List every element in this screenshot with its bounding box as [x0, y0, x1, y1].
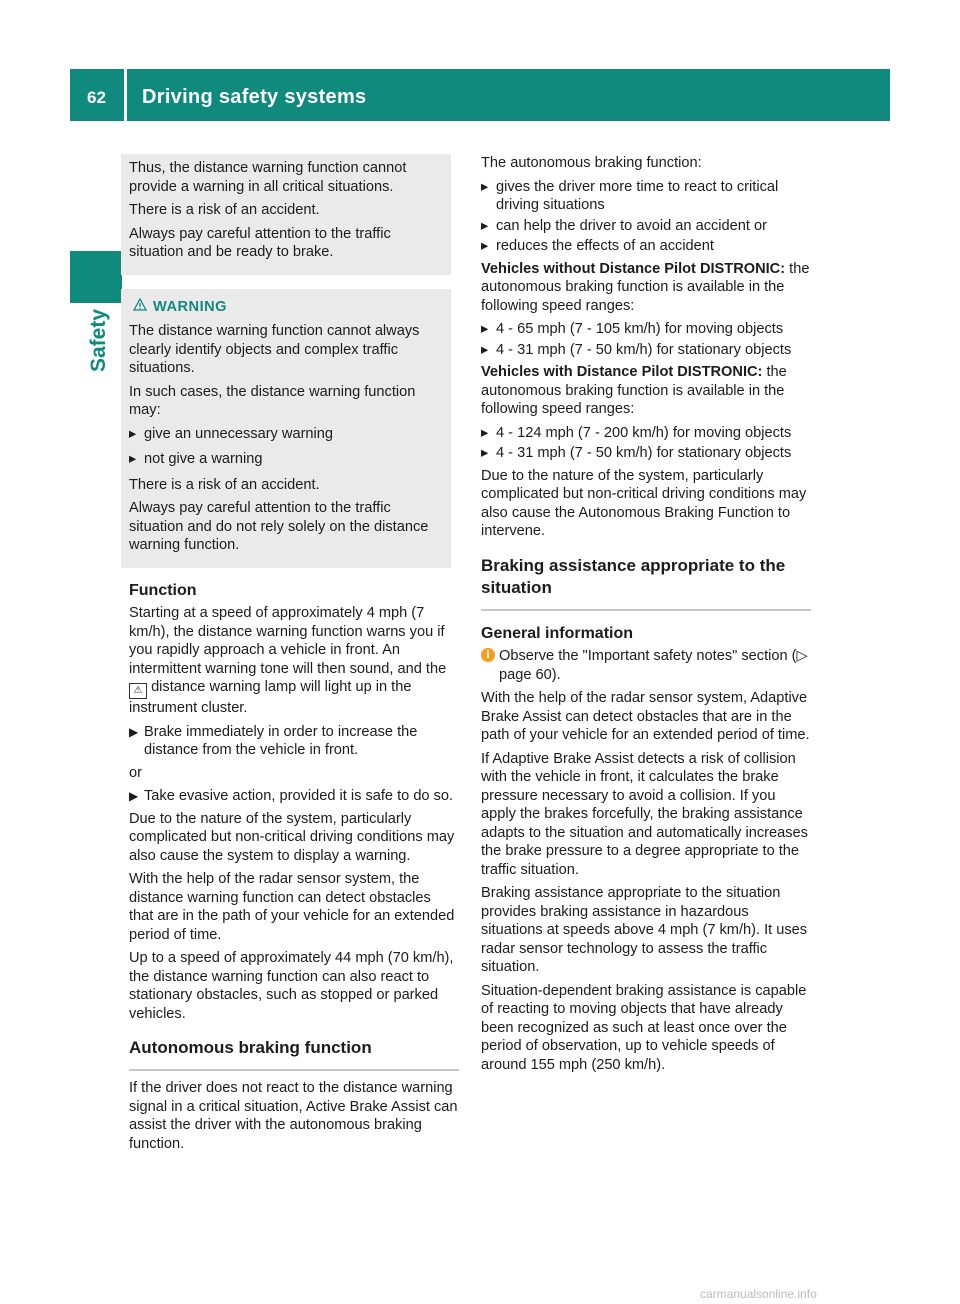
speed-range-intro: Vehicles with Distance Pilot DISTRONIC: the autonomous braking function is available in the following speed ranges: — [481, 364, 787, 417]
warning-box — [121, 289, 451, 568]
list-item: ▸ 4 - 124 mph (7 - 200 km/h) for moving objects — [481, 424, 792, 441]
speed-range-list — [481, 320, 811, 359]
instruction-step: ▶ Take evasive action, provided it is safe to do so. — [129, 788, 454, 804]
warning-list — [129, 425, 443, 469]
list-item: ▸ gives the driver more time to react to critical driving situations — [481, 178, 779, 213]
instruction-step: ▶ Brake immediately in order to increase the distance from the vehicle in front. — [129, 723, 418, 758]
function-paragraph: Starting at a speed of approximately 4 mph (7 km/h), the distance warning function warns you if you rapidly approach a vehicle in front. An intermittent warning tone will then sound, and the ⚠ distance warning lamp will light up in the instrument cluster. — [129, 605, 447, 716]
autonomous-braking-heading: Autonomous braking function — [129, 1037, 459, 1071]
body-paragraph: Braking assistance appropriate to the situation provides braking assistance in hazardous situations at speeds above 4 mph (7 km/h). It uses radar sensor technology to assess the traffic situation. — [481, 885, 808, 975]
warning-heading — [129, 298, 443, 317]
info-text: Observe the "Important safety notes" section (▷ page 60). — [499, 648, 808, 683]
body-paragraph: Due to the nature of the system, particularly complicated but non-critical driving conditions may also cause the Autonomous Braking Function to intervene. — [481, 467, 807, 539]
list-item: ▸ 4 - 31 mph (7 - 50 km/h) for stationary objects — [481, 445, 792, 461]
function-heading: Function — [129, 581, 197, 599]
section-label-text: Safety — [87, 308, 110, 372]
caution-text: There is a risk of an accident. — [129, 202, 320, 218]
benefit-list — [481, 178, 811, 256]
page-title: Driving safety systems — [142, 86, 367, 108]
page-number: 62 — [87, 88, 106, 107]
speed-range-list — [481, 424, 811, 463]
list-item: ▸ can help the driver to avoid an accident or — [481, 217, 767, 234]
body-paragraph: Situation-dependent braking assistance is capable of reacting to moving objects that have already been recognized as such at least once over the period of observation, up to vehicle speeds of around 155 mph (250 km/h). — [481, 982, 807, 1073]
list-item: ▸ 4 - 31 mph (7 - 50 km/h) for stationary objects — [481, 341, 792, 358]
warning-text: The distance warning function cannot always clearly identify objects and complex traffic situations. — [129, 323, 420, 376]
or-text: or — [129, 764, 142, 781]
list-item: ▸ give an unnecessary warning — [129, 425, 334, 442]
list-item: ▸ reduces the effects of an accident — [481, 238, 714, 254]
section-tab-block — [70, 251, 122, 303]
body-paragraph: Up to a speed of approximately 44 mph (70 km/h), the distance warning function can also react to stationary obstacles, such as stopped or parked vehicles. — [129, 950, 454, 1022]
caution-text: Thus, the distance warning function cannot provide a warning in all critical situations. — [129, 160, 407, 195]
caution-text: Always pay careful attention to the traffic situation and be ready to brake. — [129, 225, 391, 260]
warning-label: WARNING — [153, 298, 228, 315]
right-column — [481, 154, 811, 1079]
body-paragraph: If the driver does not react to the distance warning signal in a critical situation, Active Brake Assist can assist the driver with the autonomous braking function. — [129, 1080, 458, 1152]
warning-text: In such cases, the distance warning function may: — [129, 383, 416, 418]
section-label — [87, 308, 120, 372]
speed-range-intro: Vehicles without Distance Pilot DISTRONIC: the autonomous braking function is available in the following speed ranges: — [481, 260, 810, 314]
page-header — [70, 69, 890, 121]
body-paragraph: If Adaptive Brake Assist detects a risk of collision with the vehicle in front, it calculates the brake pressure necessary to avoid a collision. If you apply the brakes forcefully, the braking assistance adapts to the situation and automatically increases the brake pressure to a degree appropriate to the traffic situation. — [481, 750, 808, 878]
watermark: carmanualsonline.info — [700, 1287, 817, 1301]
body-paragraph: Due to the nature of the system, particularly complicated but non-critical driving conditions may also cause the system to display a warning. — [129, 810, 455, 864]
info-icon: i — [481, 648, 495, 662]
info-note — [481, 647, 811, 684]
intro-text: The autonomous braking function: — [481, 155, 702, 171]
body-paragraph: With the help of the radar sensor system, the distance warning function can detect obstacles that are in the path of your vehicle for an extended period of time. — [129, 871, 455, 943]
warning-text: Always pay careful attention to the traffic situation and do not rely solely on the distance warning function. — [129, 500, 429, 553]
general-information-heading: General information — [481, 624, 634, 642]
list-item: ▸ 4 - 65 mph (7 - 105 km/h) for moving objects — [481, 321, 784, 337]
left-column — [129, 154, 459, 1158]
braking-assistance-heading: Braking assistance appropriate to the situation — [481, 555, 811, 611]
caution-box — [121, 154, 451, 275]
list-item: ▸ not give a warning — [129, 451, 263, 467]
body-paragraph: With the help of the radar sensor system, Adaptive Brake Assist can detect obstacles that are in the path of your vehicle for an extended period of time. — [481, 690, 810, 743]
warning-triangle-icon — [133, 298, 147, 317]
distance-warning-lamp-icon: ⚠ — [129, 683, 147, 699]
warning-text: There is a risk of an accident. — [129, 476, 320, 493]
header-divider — [124, 69, 127, 121]
